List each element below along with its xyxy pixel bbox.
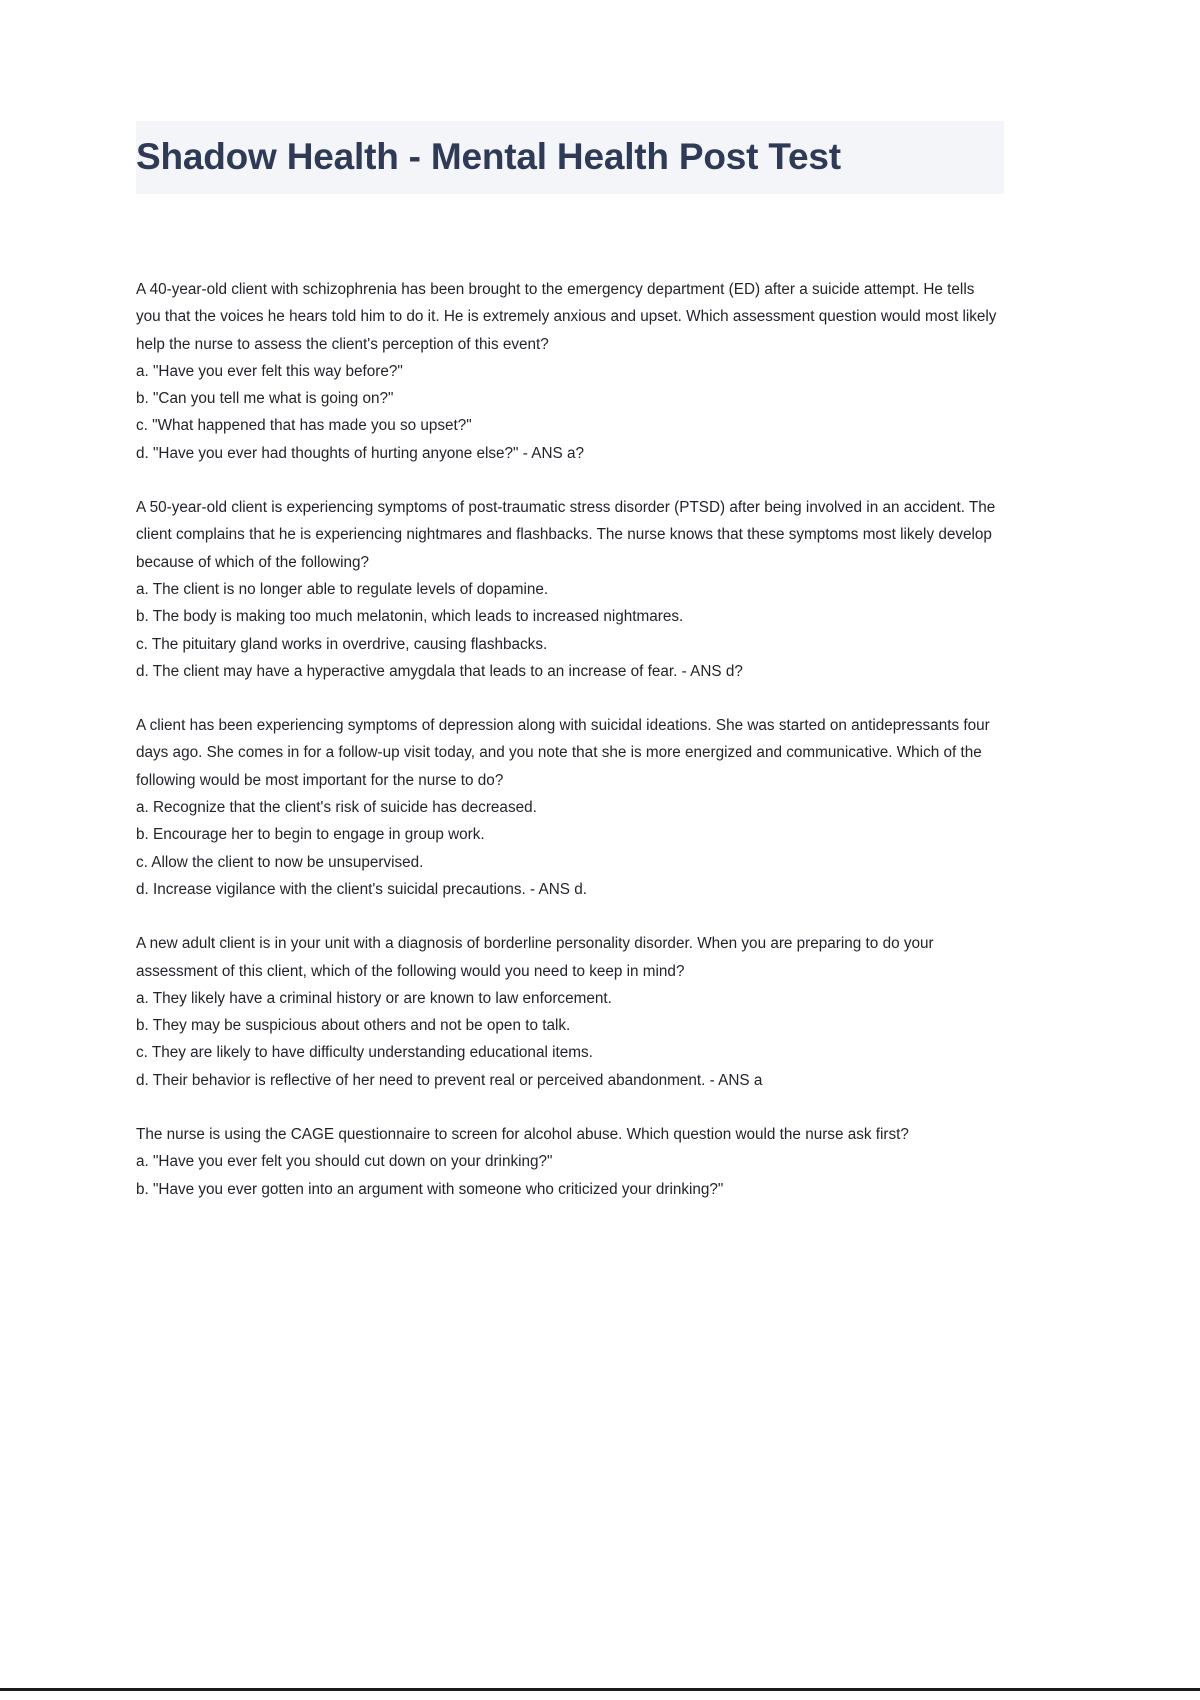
question-option-with-answer: d. "Have you ever had thoughts of hurting anyone else?" - ANS a? xyxy=(136,444,584,462)
question-option: c. Allow the client to now be unsupervised. xyxy=(136,853,424,871)
question-block xyxy=(136,494,998,685)
document-body xyxy=(136,276,998,1203)
question-option: a. They likely have a criminal history or are known to law enforcement. xyxy=(136,989,612,1007)
question-option: b. "Have you ever gotten into an argument with someone who criticized your drinking?" xyxy=(136,1180,724,1198)
question-option: c. "What happened that has made you so upset?" xyxy=(136,417,472,435)
question-stem: A client has been experiencing symptoms of depression along with suicidal ideations. She was started on antidepressants four days ago. She comes in for a follow-up visit today, and you note that she is more energized and communicative. Which of the following would be most important for the nurse to do? xyxy=(136,717,990,789)
question-option: a. "Have you ever felt you should cut down on your drinking?" xyxy=(136,1153,553,1171)
question-stem: A new adult client is in your unit with a diagnosis of borderline personality disorder. When you are preparing to do your assessment of this client, which of the following would you need to keep in mind? xyxy=(136,935,934,980)
question-stem: A 40-year-old client with schizophrenia has been brought to the emergency department (ED) after a suicide attempt. He tells you that the voices he hears told him to do it. He is extremely anxious and upset. Which assessment question would most likely help the nurse to assess the client's perception of this event? xyxy=(136,281,997,353)
question-option-with-answer: d. Increase vigilance with the client's suicidal precautions. - ANS d. xyxy=(136,880,588,898)
question-option: c. They are likely to have difficulty understanding educational items. xyxy=(136,1044,593,1062)
question-option: a. The client is no longer able to regulate levels of dopamine. xyxy=(136,580,549,598)
question-stem: The nurse is using the CAGE questionnaire to screen for alcohol abuse. Which question would the nurse ask first? xyxy=(136,1126,909,1144)
question-stem: A 50-year-old client is experiencing symptoms of post-traumatic stress disorder (PTSD) after being involved in an accident. The client complains that he is experiencing nightmares and flashbacks. The nurse knows that these symptoms most likely develop because of which of the following? xyxy=(136,499,996,571)
question-block xyxy=(136,276,998,467)
page-bottom-margin xyxy=(0,1694,1200,1700)
question-option-with-answer: d. Their behavior is reflective of her need to prevent real or perceived abandonment. - ANS a xyxy=(136,1071,763,1089)
question-option: a. "Have you ever felt this way before?" xyxy=(136,362,403,380)
question-option: b. "Can you tell me what is going on?" xyxy=(136,390,394,408)
question-option: b. Encourage her to begin to engage in group work. xyxy=(136,826,485,844)
question-block xyxy=(136,712,998,903)
question-option: a. Recognize that the client's risk of suicide has decreased. xyxy=(136,799,537,817)
question-block xyxy=(136,1121,998,1203)
page-title: Shadow Health - Mental Health Post Test xyxy=(136,136,841,178)
question-option: c. The pituitary gland works in overdrive, causing flashbacks. xyxy=(136,635,548,653)
document-title-band xyxy=(136,121,1004,194)
question-option: b. The body is making too much melatonin, which leads to increased nightmares. xyxy=(136,608,684,626)
question-option: b. They may be suspicious about others and not be open to talk. xyxy=(136,1017,571,1035)
question-option-with-answer: d. The client may have a hyperactive amygdala that leads to an increase of fear. - ANS d? xyxy=(136,662,743,680)
question-block xyxy=(136,930,998,1094)
page-bottom-rule xyxy=(0,1688,1200,1691)
